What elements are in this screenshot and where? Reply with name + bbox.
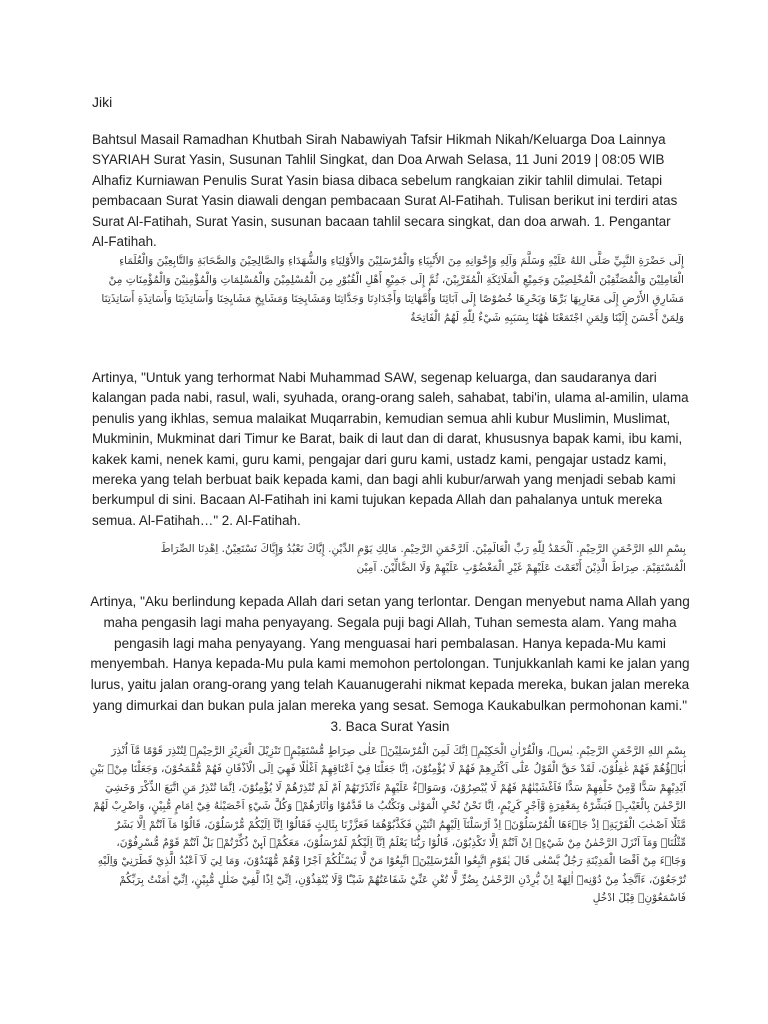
- arabic-fatihah-introduction: إِلَى حَضْرَةِ النَّبِيِّ صَلَّى اللهُ عَلَيْهِ وَسَلَّمَ وَآلِهِ وَإِخْوَانِهِ مِنَ الأَنْبِيَاءِ وَالْمُرْسَلِيْنَ وَالأَوْلِيَاءِ وَالشُّهَدَاءِ وَالصَّالِحِيْنَ وَالصَّحَابَةِ وَالتَّابِعِيْنَ وَالْعُلَمَاءِ الْعَامِلِيْنَ وَالْمُصَنِّفِيْنَ الْمُخْلِصِيْنَ وَجَمِيْعِ الْمَلَائِكَةِ الْمُقَرَّبِيْنَ، ثُمَّ إِلَى جَمِيْعِ أَهْلِ الْقُبُوْرِ مِنَ الْمُسْلِمِيْنَ وَالْمُسْلِمَاتِ وَالْمُؤْمِنِيْنَ وَالْمُؤْمِنَاتِ مِنْ مَشَارِقِ الأَرْضِ إِلَى مَغَارِبِهَا بَرِّهَا وَبَحْرِهَا خُصُوْصًا إِلَى آبَائِنَا وَأُمَّهَاتِنَا وَأَجْدَادِنَا وَجَدَّاتِنَا وَمَشَايِخِنَا وَمَشَايِخِ مَشَايِخِنَا وَأَسَاتِذَتِنَا وَأَسَاتِذَةِ أَسَاتِذَتِنَا وَلِمَنْ أَحْسَنَ إِلَيْنَا وَلِمَنِ اجْتَمَعْنَا هٰهُنَا بِسَبَبِهِ شَيْءٌ لِلّٰهِ لَهُمُ الْفَاتِحَةُ: [101, 255, 684, 324]
- arabic-al-fatihah: بِسْمِ اللهِ الرَّحْمَنِ الرَّحِيْمِ. اَلْحَمْدُ لِلّٰهِ رَبِّ الْعَالَمِيْنَ. اَلرَّحْمَنِ الرَّحِيْمِ. مَالِكِ يَوْمِ الدِّيْنِ. إِيَّاكَ نَعْبُدُ وَإِيَّاكَ نَسْتَعِيْنُ. اِهْدِنَا الصِّرَاطَ الْمُسْتَقِيْمَ. صِرَاطَ الَّذِيْنَ أَنْعَمْتَ عَلَيْهِمْ غَيْرِ الْمَغْضُوْبِ عَلَيْهِمْ وَلَا الضَّالِّيْنَ. آمِيْن: [160, 543, 686, 574]
- author-name: Jiki: [92, 94, 113, 110]
- translation-paragraph-1: Artinya, "Untuk yang terhormat Nabi Muhammad SAW, segenap keluarga, dan saudaranya dari kalangan pada nabi, rasul, wali, syuhada, orang-orang saleh, sahabat, tabi'in, ulama al-amilin, ulama penulis yang ikhlas, semua malaikat Muqarrabin, kemudian semua ahli kubur Muslimin, Muslimat, Mukminin, Mukminat dari Timur ke Barat, baik di laut dan di darat, khususnya bapak kami, ibu kami, kakek kami, nenek kami, guru kami, pengajar dari guru kami, ustadz kami, pengajar ustadz kami, mereka yang telah berbuat baik kepada kami, dan bagi ahli kubur/arwah yang menjadi sebab kami berkumpul di sini. Bacaan Al-Fatihah ini kami tujukan kepada Allah dan pahalanya untuk mereka semua. Al-Fatihah…" 2. Al-Fatihah.: [92, 370, 689, 528]
- intro-paragraph: Bahtsul Masail Ramadhan Khutbah Sirah Nabawiyah Tafsir Hikmah Nikah/Keluarga Doa Lainnya SYARIAH Surat Yasin, Susunan Tahlil Singkat, dan Doa Arwah Selasa, 11 Juni 2019 | 08:05 WIB Alhafiz Kurniawan Penulis Surat Yasin biasa dibaca sebelum rangkaian zikir tahlil dimulai. Tetapi pembacaan Surat Yasin diawali dengan pembacaan Surat Al-Fatihah. Tulisan berikut ini terdiri atas Surat Al-Fatihah, Surat Yasin, susunan bacaan tahlil secara singkat, dan doa arwah. 1. Pengantar Al-Fatihah.: [92, 132, 678, 250]
- arabic-surat-yasin: بِسْمِ اللهِ الرَّحْمَنِ الرَّحِيْمِ. يٰسۤ، وَالْقُرْاٰنِ الْحَكِيْمِۙ اِنَّكَ لَمِنَ الْمُرْسَلِيْنَۙ عَلٰى صِرَاطٍ مُّسْتَقِيْمٍۗ تَنْزِيْلَ الْعَزِيْزِ الرَّحِيْمِۙ لِتُنْذِرَ قَوْمًا مَّآ اُنْذِرَ اٰبَاۤؤُهُمْ فَهُمْ غٰفِلُوْنَ، لَقَدْ حَقَّ الْقَوْلُ عَلٰٓى اَكْثَرِهِمْ فَهُمْ لَا يُؤْمِنُوْنَ، اِنَّا جَعَلْنَا فِيْٓ اَعْنَاقِهِمْ اَغْلٰلًا فَهِيَ اِلَى الْاَذْقَانِ فَهُمْ مُّقْمَحُوْنَ، وَجَعَلْنَا مِنْۢ بَيْنِ اَيْدِيْهِمْ سَدًّا وَّمِنْ خَلْفِهِمْ سَدًّا فَاَغْشَيْنٰهُمْ فَهُمْ لَا يُبْصِرُوْنَ، وَسَوَاۤءٌ عَلَيْهِمْ ءَاَنْذَرْتَهُمْ اَمْ لَمْ تُنْذِرْهُمْ لَا يُؤْمِنُوْنَ، اِنَّمَا تُنْذِرُ مَنِ اتَّبَعَ الذِّكْرَ وَخَشِيَ الرَّحْمٰنَ بِالْغَيْبِۚ فَبَشِّرْهُ بِمَغْفِرَةٍ وَّاَجْرٍ كَرِيْمٍ، اِنَّا نَحْنُ نُحْيِ الْمَوْتٰى وَنَكْتُبُ مَا قَدَّمُوْا وَاٰثَارَهُمْۗ وَكُلَّ شَيْءٍ اَحْصَيْنٰهُ فِيْٓ اِمَامٍ مُّبِيْنٍ، وَاضْرِبْ لَهُمْ مَّثَلًا اَصْحٰبَ الْقَرْيَةِۘ اِذْ جَاۤءَهَا الْمُرْسَلُوْنَۚ اِذْ اَرْسَلْنَآ اِلَيْهِمُ اثْنَيْنِ فَكَذَّبُوْهُمَا فَعَزَّزْنَا بِثَالِثٍ فَقَالُوْٓا اِنَّآ اِلَيْكُمْ مُّرْسَلُوْنَ، قَالُوْا مَآ اَنْتُمْ اِلَّا بَشَرٌ مِّثْلُنَاۙ وَمَآ اَنْزَلَ الرَّحْمٰنُ مِنْ شَيْءٍۙ اِنْ اَنْتُمْ اِلَّا تَكْذِبُوْنَ، قَالُوْا رَبُّنَا يَعْلَمُ اِنَّآ اِلَيْكُمْ لَمُرْسَلُوْنَ، مَعَكُمْۗ اَىِٕنْ ذُكِّرْتُمْۗ بَلْ اَنْتُمْ قَوْمٌ مُّسْرِفُوْنَ، وَجَاۤءَ مِنْ اَقْصَا الْمَدِيْنَةِ رَجُلٌ يَّسْعٰى قَالَ يٰقَوْمِ اتَّبِعُوا الْمُرْسَلِيْنَۙ اتَّبِعُوْا مَنْ لَّا يَسْـَٔلُكُمْ اَجْرًا وَّهُمْ مُّهْتَدُوْنَ، وَمَا لِيَ لَآ اَعْبُدُ الَّذِيْ فَطَرَنِيْ وَاِلَيْهِ تُرْجَعُوْنَ، ءَاَتَّخِذُ مِنْ دُوْنِهٖٓ اٰلِهَةً اِنْ يُّرِدْنِ الرَّحْمٰنُ بِضُرٍّ لَّا تُغْنِ عَنِّيْ شَفَاعَتُهُمْ شَيْـًٔا وَّلَا يُنْقِذُوْنِ، اِنِّيْٓ اِذًا لَّفِيْ ضَلٰلٍ مُّبِيْنٍ، اِنِّيْٓ اٰمَنْتُ بِرَبِّكُمْ فَاسْمَعُوْنِۗ قِيْلَ ادْخُلِ: [89, 745, 686, 905]
- translation-paragraph-2: Artinya, "Aku berlindung kepada Allah dari setan yang terlontar. Dengan menyebut nama Allah yang maha pengasih lagi maha penyayang. Segala puji bagi Allah, Tuhan semesta alam. Yang maha pengasih lagi maha penyayang. Yang menguasai hari pembalasan. Hanya kepada-Mu kami menyembah. Hanya kepada-Mu pula kami memohon pertolongan. Tunjukkanlah kami ke jalan yang lurus, yaitu jalan orang-orang yang telah Kauanugerahi nikmat kepada mereka, bukan jalan mereka yang dimurkai dan bukan pula jalan mereka yang sesat. Semoga Kaukabulkan permohonan kami." 3. Baca Surat Yasin: [90, 594, 690, 734]
